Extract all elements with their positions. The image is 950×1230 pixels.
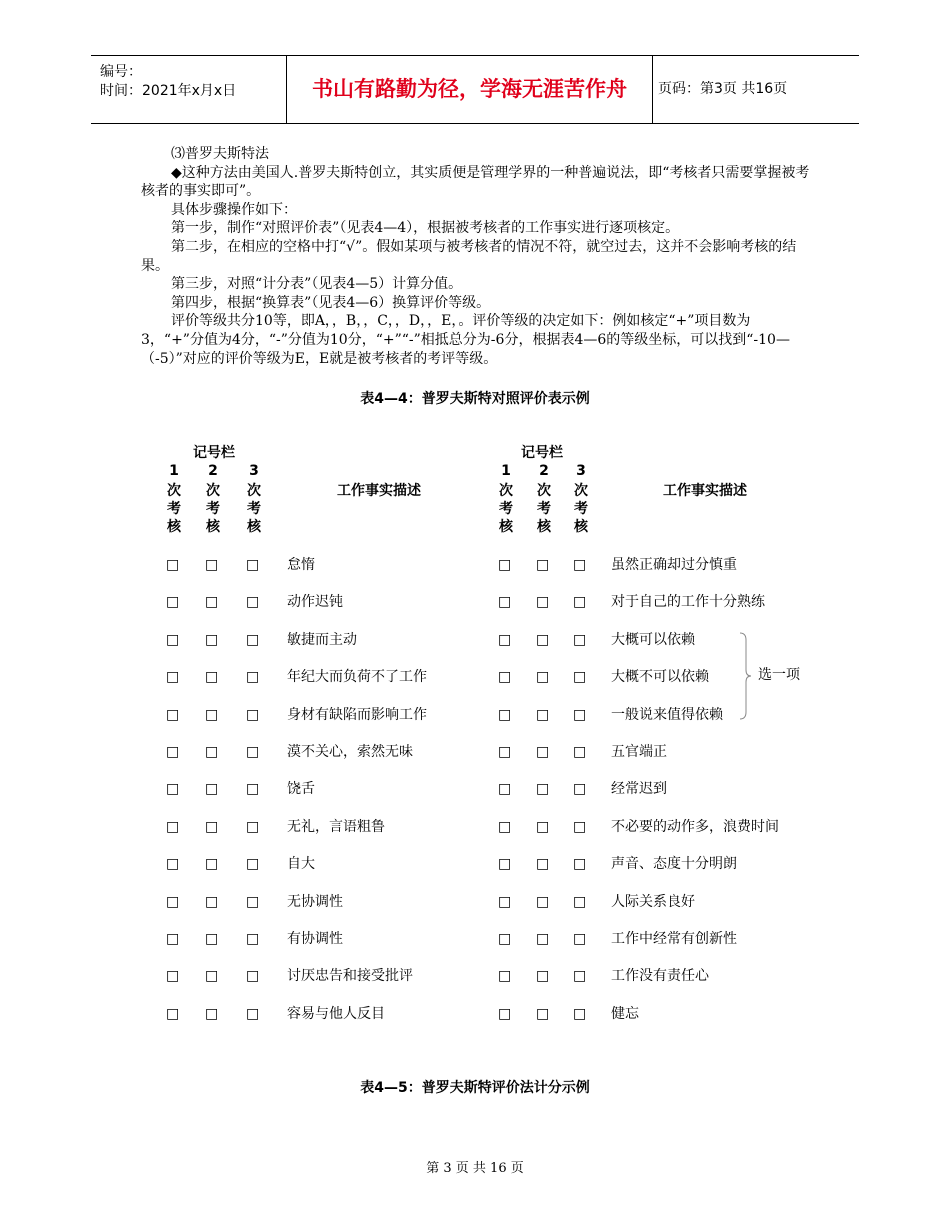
- checkbox[interactable]: □: [573, 669, 587, 685]
- checkbox[interactable]: □: [246, 707, 260, 723]
- col-num-left-3: 3: [249, 463, 259, 479]
- select-one-label: 选一项: [758, 667, 800, 683]
- fact-description-left: 漠不关心，索然无味: [287, 744, 413, 760]
- table-4-4-caption: 表4—4：普罗夫斯特对照评价表示例: [360, 391, 590, 407]
- checkbox[interactable]: □: [205, 632, 219, 648]
- fact-description-left: 无协调性: [287, 894, 343, 910]
- fact-description-left: 自大: [287, 856, 315, 872]
- desc-header-right: 工作事实描述: [663, 483, 747, 499]
- checkbox[interactable]: □: [166, 744, 180, 760]
- checkbox[interactable]: □: [166, 856, 180, 872]
- checkbox[interactable]: □: [536, 557, 550, 573]
- checkbox[interactable]: □: [536, 1006, 550, 1022]
- paragraph: 第三步，对照“计分表”（见表4—5）计算分值。: [171, 276, 463, 293]
- checkbox[interactable]: □: [246, 819, 260, 835]
- checkbox[interactable]: □: [536, 819, 550, 835]
- paragraph: 第一步，制作“对照评价表”（见表4—4），根据被考核者的工作事实进行逐项核定。: [171, 220, 680, 237]
- col-sub-right-1: 次 考 核: [499, 483, 513, 535]
- fact-description-left: 无礼，言语粗鲁: [287, 819, 385, 835]
- checkbox[interactable]: □: [536, 856, 550, 872]
- checkbox[interactable]: □: [246, 594, 260, 610]
- section-title: ⑶普罗夫斯特法: [171, 146, 269, 162]
- table-row: [0, 929, 950, 949]
- checkbox[interactable]: □: [498, 819, 512, 835]
- paragraph: 第二步，在相应的空格中打“√”。假如某项与被考核者的情况不符，就空过去，这并不会影响考核的结果。: [141, 238, 797, 274]
- checkbox[interactable]: □: [498, 931, 512, 947]
- checkbox[interactable]: □: [498, 781, 512, 797]
- checkbox[interactable]: □: [573, 632, 587, 648]
- checkbox[interactable]: □: [166, 894, 180, 910]
- checkbox[interactable]: □: [536, 968, 550, 984]
- col-num-right-2: 2: [539, 463, 549, 479]
- checkbox[interactable]: □: [205, 819, 219, 835]
- checkbox[interactable]: □: [573, 968, 587, 984]
- checkbox[interactable]: □: [246, 856, 260, 872]
- checkbox[interactable]: □: [246, 557, 260, 573]
- fact-description-right: 经常迟到: [611, 781, 667, 797]
- checkbox[interactable]: □: [573, 1006, 587, 1022]
- table-row: [0, 892, 950, 912]
- fact-description-left: 怠惰: [287, 557, 315, 573]
- fact-description-right: 人际关系良好: [611, 894, 695, 910]
- fact-description-left: 讨厌忠告和接受批评: [287, 968, 413, 984]
- checkbox[interactable]: □: [573, 931, 587, 947]
- checkbox[interactable]: □: [205, 744, 219, 760]
- table-row: [0, 592, 950, 612]
- fact-description-right: 大概不可以依赖: [611, 669, 709, 685]
- paragraph: 评价等级共分10等，即A，，B，，C，，D，，E，。评价等级的决定如下：例如核定“+”项目数为3，“+”分值为4分，“-”分值为10分，“+”“-”相抵总分为-6分，根据表4—6的等级坐标，可以找到“-10—（-5）”对应的评价等级为E，E就是被考核者的考评等级。: [141, 313, 790, 367]
- page-footer: 第 3 页 共 16 页: [426, 1161, 524, 1176]
- brace-icon: [738, 632, 752, 720]
- page-header: [91, 55, 859, 124]
- paragraph: 第四步，根据“换算表”（见表4—6）换算评价等级。: [171, 294, 491, 311]
- checkbox[interactable]: □: [573, 557, 587, 573]
- checkbox[interactable]: □: [498, 557, 512, 573]
- body-text: [141, 145, 811, 368]
- checkbox[interactable]: □: [573, 744, 587, 760]
- table-row: [0, 630, 950, 650]
- table-row: [0, 705, 950, 725]
- record-header-left: 记号栏: [193, 445, 235, 461]
- checkbox[interactable]: □: [246, 781, 260, 797]
- col-sub-left-3: 次 考 核: [247, 483, 261, 535]
- checkbox[interactable]: □: [573, 707, 587, 723]
- fact-description-right: 对于自己的工作十分熟练: [611, 594, 765, 610]
- checkbox[interactable]: □: [166, 819, 180, 835]
- checkbox[interactable]: □: [536, 931, 550, 947]
- table-row: [0, 1004, 950, 1024]
- checkbox[interactable]: □: [166, 669, 180, 685]
- fact-description-left: 容易与他人反目: [287, 1006, 385, 1022]
- table-row: [0, 817, 950, 837]
- checkbox[interactable]: □: [205, 781, 219, 797]
- fact-description-left: 敏捷而主动: [287, 632, 357, 648]
- fact-description-right: 工作中经常有创新性: [611, 931, 737, 947]
- fact-description-right: 声音、态度十分明朗: [611, 856, 737, 872]
- checkbox[interactable]: □: [166, 632, 180, 648]
- col-sub-left-2: 次 考 核: [206, 483, 220, 535]
- fact-description-left: 身材有缺陷而影响工作: [287, 707, 427, 723]
- fact-description-left: 有协调性: [287, 931, 343, 947]
- table-row: [0, 742, 950, 762]
- col-num-left-1: 1: [169, 463, 179, 479]
- checkbox[interactable]: □: [573, 819, 587, 835]
- checkbox[interactable]: □: [536, 632, 550, 648]
- header-page-info: 页码：第3页 共16页: [658, 81, 788, 97]
- checkbox[interactable]: □: [205, 894, 219, 910]
- checkbox[interactable]: □: [498, 968, 512, 984]
- checkbox[interactable]: □: [246, 744, 260, 760]
- col-sub-left-1: 次 考 核: [167, 483, 181, 535]
- checkbox[interactable]: □: [205, 931, 219, 947]
- col-num-right-3: 3: [576, 463, 586, 479]
- checkbox[interactable]: □: [166, 968, 180, 984]
- col-num-right-1: 1: [501, 463, 511, 479]
- checkbox[interactable]: □: [573, 594, 587, 610]
- fact-description-left: 年纪大而负荷不了工作: [287, 669, 427, 685]
- checkbox[interactable]: □: [536, 781, 550, 797]
- checkbox[interactable]: □: [246, 894, 260, 910]
- checkbox[interactable]: □: [536, 894, 550, 910]
- fact-description-left: 动作迟钝: [287, 594, 343, 610]
- checkbox[interactable]: □: [205, 707, 219, 723]
- checkbox[interactable]: □: [205, 557, 219, 573]
- col-sub-right-2: 次 考 核: [537, 483, 551, 535]
- fact-description-right: 不必要的动作多，浪费时间: [611, 819, 779, 835]
- checkbox[interactable]: □: [498, 707, 512, 723]
- number-label: 编号：: [100, 64, 142, 80]
- checkbox[interactable]: □: [205, 669, 219, 685]
- table-row: [0, 854, 950, 874]
- desc-header-left: 工作事实描述: [337, 483, 421, 499]
- checkbox[interactable]: □: [166, 707, 180, 723]
- checkbox[interactable]: □: [536, 594, 550, 610]
- checkbox[interactable]: □: [536, 744, 550, 760]
- paragraph: ◆这种方法由美国人.普罗夫斯特创立，其实质便是管理学界的一种普遍说法，即“考核者只需要掌握被考核者的事实即可”。: [141, 164, 810, 200]
- table-row: [0, 779, 950, 799]
- checkbox[interactable]: □: [205, 968, 219, 984]
- fact-description-right: 五官端正: [611, 744, 667, 760]
- record-header-right: 记号栏: [521, 445, 563, 461]
- table-row: [0, 966, 950, 986]
- table-row: [0, 555, 950, 575]
- header-motto: 书山有路勤为径，学海无涯苦作舟: [287, 56, 653, 123]
- checkbox[interactable]: □: [246, 931, 260, 947]
- checkbox[interactable]: □: [166, 594, 180, 610]
- checkbox[interactable]: □: [536, 707, 550, 723]
- checkbox[interactable]: □: [573, 781, 587, 797]
- table-4-5-caption: 表4—5：普罗夫斯特评价法计分示例: [360, 1080, 590, 1096]
- checkbox[interactable]: □: [498, 632, 512, 648]
- col-sub-right-3: 次 考 核: [574, 483, 588, 535]
- checkbox[interactable]: □: [498, 894, 512, 910]
- checkbox[interactable]: □: [205, 594, 219, 610]
- fact-description-right: 大概可以依赖: [611, 632, 695, 648]
- paragraph: 具体步骤操作如下：: [171, 201, 297, 218]
- checkbox[interactable]: □: [166, 931, 180, 947]
- checkbox[interactable]: □: [498, 856, 512, 872]
- checkbox[interactable]: □: [498, 669, 512, 685]
- checkbox[interactable]: □: [573, 894, 587, 910]
- checkbox[interactable]: □: [573, 856, 587, 872]
- checkbox[interactable]: □: [166, 1006, 180, 1022]
- checkbox[interactable]: □: [205, 856, 219, 872]
- checkbox[interactable]: □: [498, 594, 512, 610]
- checkbox[interactable]: □: [246, 632, 260, 648]
- fact-description-right: 虽然正确却过分慎重: [611, 557, 737, 573]
- fact-description-right: 工作没有责任心: [611, 968, 709, 984]
- checkbox[interactable]: □: [205, 1006, 219, 1022]
- checkbox[interactable]: □: [246, 1006, 260, 1022]
- header-meta: [91, 56, 287, 123]
- fact-description-right: 健忘: [611, 1006, 639, 1022]
- checkbox[interactable]: □: [246, 968, 260, 984]
- col-num-left-2: 2: [208, 463, 218, 479]
- fact-description-left: 饶舌: [287, 781, 315, 797]
- checkbox[interactable]: □: [166, 557, 180, 573]
- checkbox[interactable]: □: [166, 781, 180, 797]
- checkbox[interactable]: □: [498, 744, 512, 760]
- time-label: 时间：2021年x月x日: [100, 83, 237, 99]
- checkbox[interactable]: □: [498, 1006, 512, 1022]
- checkbox[interactable]: □: [246, 669, 260, 685]
- table-row: [0, 667, 950, 687]
- fact-description-right: 一般说来值得依赖: [611, 707, 723, 723]
- checkbox[interactable]: □: [536, 669, 550, 685]
